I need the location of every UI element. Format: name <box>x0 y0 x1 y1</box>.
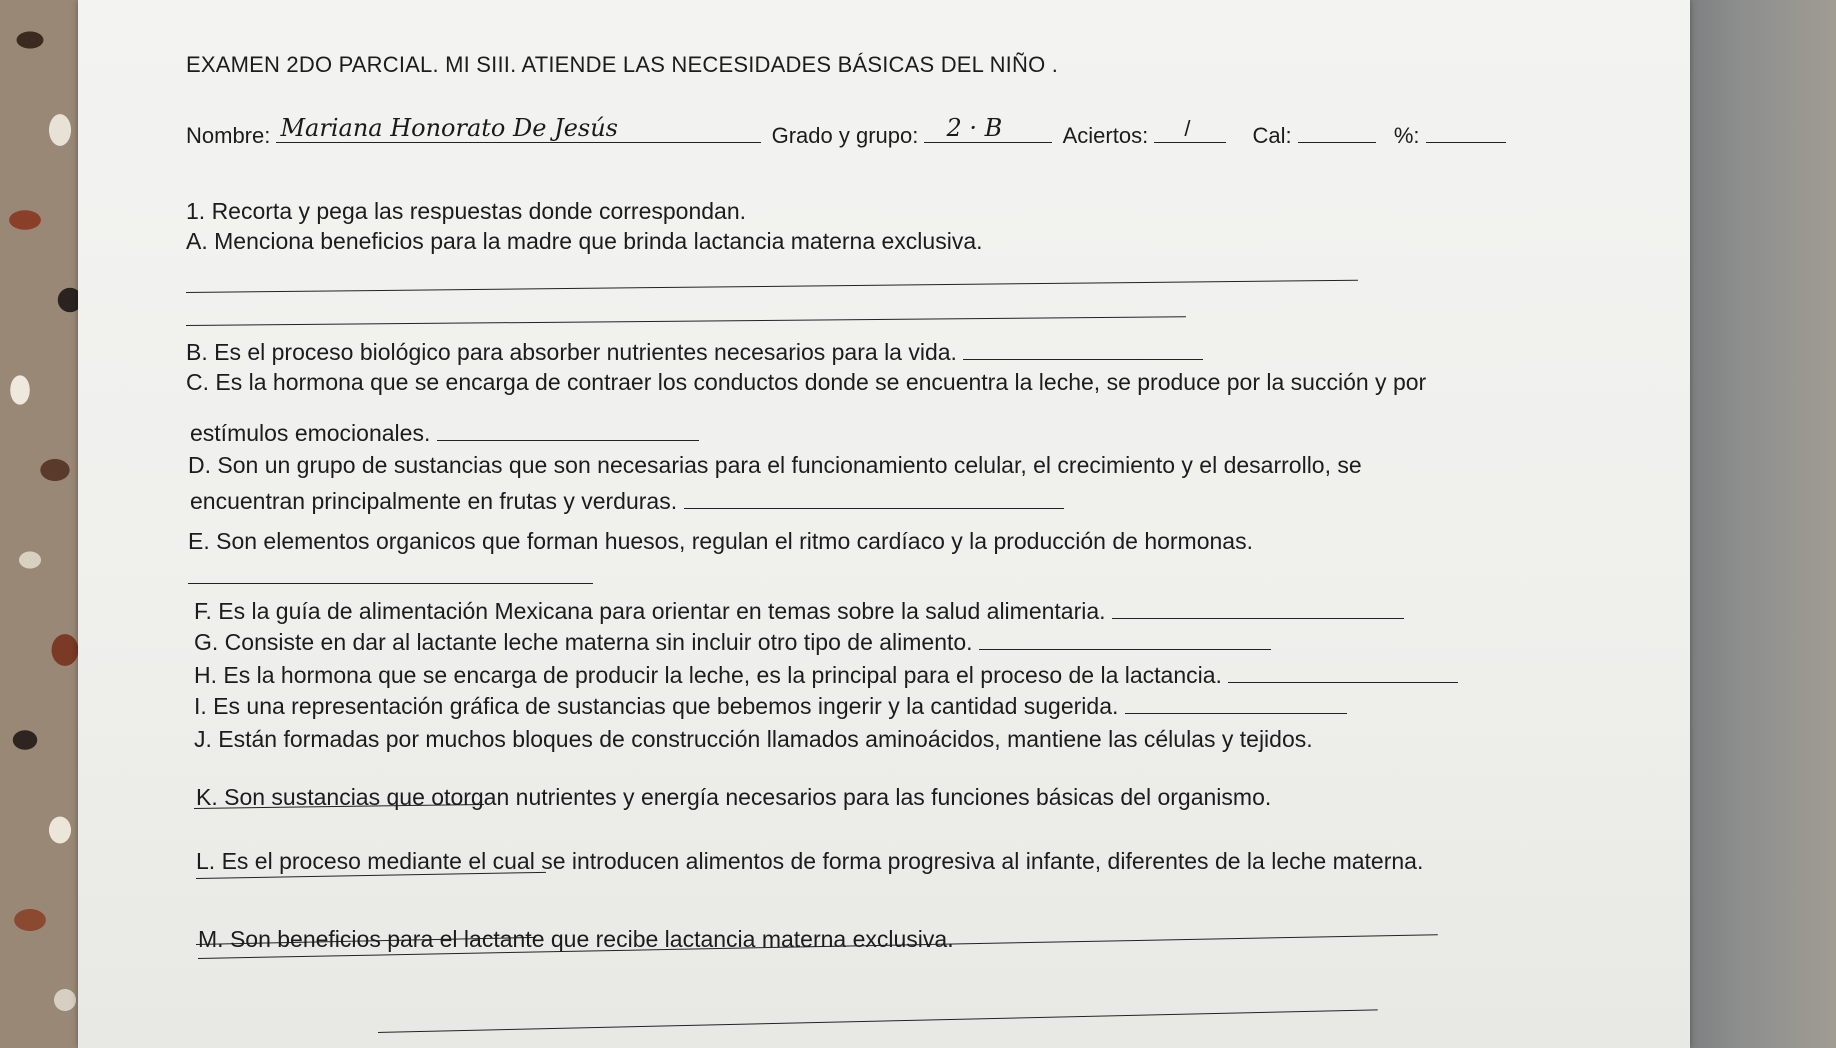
aciertos-label: Aciertos: <box>1062 123 1149 148</box>
answer-line-a2[interactable] <box>186 316 1186 326</box>
aciertos-separator: / <box>1184 116 1191 141</box>
answer-blank-g[interactable] <box>979 627 1271 650</box>
question-b-text: B. Es el proceso biológico para absorber nutrientes necesarios para la vida. <box>186 339 957 365</box>
question-f <box>194 596 1404 625</box>
question-c-text2: estímulos emocionales. <box>190 420 431 446</box>
nombre-value: Mariana Honorato De Jesús <box>280 114 618 142</box>
question-d-line1: D. Son un grupo de sustancias que son necesarias para el funcionamiento celular, el crecimiento y el desarrollo, se <box>188 452 1362 478</box>
answer-blank-c[interactable] <box>437 418 699 441</box>
nombre-field[interactable] <box>276 114 761 143</box>
question-c-line1: C. Es la hormona que se encarga de contraer los conductos donde se encuentra la leche, se produce por la succión y por <box>186 369 1427 395</box>
instructions: 1. Recorta y pega las respuestas donde correspondan. <box>186 198 747 224</box>
question-b <box>186 337 1203 366</box>
question-i <box>194 691 1347 720</box>
answer-blank-b[interactable] <box>963 337 1203 360</box>
aciertos-field[interactable] <box>1154 116 1226 143</box>
question-e: E. Son elementos organicos que forman huesos, regulan el ritmo cardíaco y la producción de hormonas. <box>188 528 1253 554</box>
background-right <box>1686 0 1836 1048</box>
question-a: A. Menciona beneficios para la madre que brinda lactancia materna exclusiva. <box>186 228 983 254</box>
exam-title: EXAMEN 2DO PARCIAL. MI SIII. ATIENDE LAS NECESIDADES BÁSICAS DEL NIÑO . <box>186 52 1059 77</box>
cal-field[interactable] <box>1298 120 1376 143</box>
question-l: L. Es el proceso mediante el cual se introducen alimentos de forma progresiva al infante, diferentes de la leche materna. <box>196 848 1424 874</box>
percent-field[interactable] <box>1426 120 1506 143</box>
question-c-line2 <box>190 418 699 447</box>
header-row <box>186 114 1506 149</box>
answer-blank-f[interactable] <box>1112 596 1404 619</box>
question-d-text2: encuentran principalmente en frutas y verduras. <box>190 488 678 514</box>
question-g <box>194 627 1271 656</box>
answer-line-a1[interactable] <box>186 280 1358 293</box>
answer-blank-i[interactable] <box>1125 691 1347 714</box>
question-i-text: I. Es una representación gráfica de sustancias que bebemos ingerir y la cantidad sugerida. <box>194 693 1119 719</box>
answer-blank-h[interactable] <box>1228 660 1458 683</box>
answer-blank-d[interactable] <box>684 486 1064 509</box>
question-k: K. Son sustancias que otorgan nutrientes y energía necesarios para las funciones básicas del organismo. <box>196 784 1272 810</box>
question-g-text: G. Consiste en dar al lactante leche materna sin incluir otro tipo de alimento. <box>194 629 973 655</box>
answer-line-m2[interactable] <box>378 1009 1378 1033</box>
question-m: M. Son beneficios para el lactante que recibe lactancia materna exclusiva. <box>198 926 954 952</box>
question-f-text: F. Es la guía de alimentación Mexicana para orientar en temas sobre la salud alimentaria. <box>194 598 1106 624</box>
question-j: J. Están formadas por muchos bloques de construcción llamados aminoácidos, mantiene las células y tejidos. <box>194 726 1313 752</box>
exam-sheet <box>78 0 1690 1048</box>
grado-label: Grado y grupo: <box>771 123 919 148</box>
grado-field[interactable] <box>924 114 1052 143</box>
grado-value: 2 · B <box>946 114 1003 142</box>
percent-label: %: <box>1393 123 1420 148</box>
answer-line-e[interactable] <box>188 583 593 584</box>
cal-label: Cal: <box>1252 123 1292 148</box>
question-d-line2 <box>190 486 1064 515</box>
question-h-text: H. Es la hormona que se encarga de producir la leche, es la principal para el proceso de la lactancia. <box>194 662 1222 688</box>
question-h <box>194 660 1458 689</box>
nombre-label: Nombre: <box>186 123 271 148</box>
